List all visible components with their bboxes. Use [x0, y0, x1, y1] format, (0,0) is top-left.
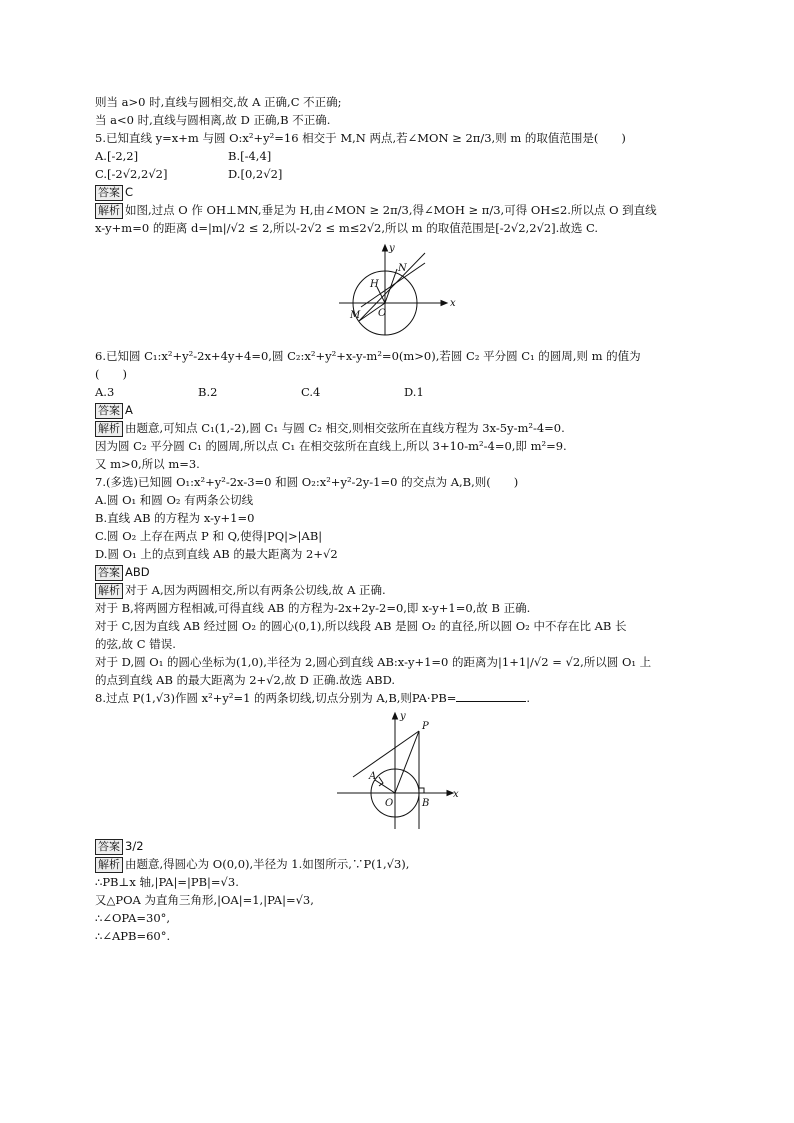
fig1-y-label: y: [389, 243, 395, 254]
question-6-options: [95, 383, 715, 401]
question-6-paren: ( ): [95, 367, 127, 381]
analysis-text: 由题意,得圆心为 O(0,0),半径为 1.如图所示,∵P(1,√3),: [125, 857, 410, 871]
fig1-m-label: M: [350, 310, 361, 321]
option: D.圆 O₁ 上的点到直线 AB 的最大距离为 2+√2: [95, 547, 338, 561]
question-5-options: [95, 165, 715, 183]
analysis-label: 解析: [95, 421, 123, 437]
option: A.[-2,2]: [95, 149, 139, 163]
segment-op: [395, 731, 419, 793]
y-axis-arrow: [393, 713, 398, 719]
analysis-label: 解析: [95, 203, 123, 219]
fig2-o-label: O: [385, 798, 394, 809]
answer-row: [95, 183, 715, 201]
segment-on: [385, 269, 397, 303]
answer-value: A: [125, 403, 133, 417]
answer-row: [95, 837, 715, 855]
analysis-text: 对于 B,将两圆方程相减,可得直线 AB 的方程为-2x+2y-2=0,即 x-y+1=0,故 B 正确.: [95, 601, 531, 615]
answer-label: 答案: [95, 403, 123, 419]
tangent-pa: [353, 731, 419, 777]
question-7: 7.(多选)已知圆 O₁:x²+y²-2x-3=0 和圆 O₂:x²+y²-2y-1=0 的交点为 A,B,则( ): [95, 475, 519, 489]
option: C.4: [301, 385, 321, 399]
analysis-text: 对于 C,因为直线 AB 经过圆 O₂ 的圆心(0,1),所以线段 AB 是圆 O₂ 的直径,所以圆 O₂ 中不存在比 AB 长: [95, 619, 627, 633]
option: C.[-2√2,2√2]: [95, 167, 168, 181]
x-axis-arrow: [441, 301, 447, 306]
analysis-label: 解析: [95, 857, 123, 873]
option: D.[0,2√2]: [228, 167, 283, 181]
segment-oa: [375, 780, 395, 793]
option: A.圆 O₁ 和圆 O₂ 有两条公切线: [95, 493, 254, 507]
fig2-x-label: x: [453, 789, 459, 800]
fig2-b-label: B: [422, 798, 430, 809]
answer-label: 答案: [95, 185, 123, 201]
answer-blank: [456, 689, 526, 702]
analysis-label: 解析: [95, 583, 123, 599]
option: A.3: [95, 385, 115, 399]
fig2-y-label: y: [400, 711, 406, 722]
analysis-text: ∴∠APB=60°.: [95, 929, 171, 943]
analysis-text: 对于 A,因为两圆相交,所以有两条公切线,故 A 正确.: [125, 583, 386, 597]
fig2-a-label: A: [369, 771, 377, 782]
analysis-row: [95, 581, 715, 599]
answer-value: C: [125, 185, 134, 199]
line-mn: [359, 253, 425, 321]
question-8: 8.过点 P(1,√3)作圆 x²+y²=1 的两条切线,切点分别为 A,B,则PA·PB= .: [95, 691, 531, 705]
answer-value: 3/2: [125, 839, 144, 853]
answer-row: [95, 401, 715, 419]
text-line: 当 a<0 时,直线与圆相离,故 D 正确,B 不正确.: [95, 113, 331, 127]
answer-label: 答案: [95, 565, 123, 581]
analysis-text: 的点到直线 AB 的最大距离为 2+√2,故 D 正确.故选 ABD.: [95, 673, 396, 687]
question-6: 6.已知圆 C₁:x²+y²-2x+4y+4=0,圆 C₂:x²+y²+x-y-m²=0(m>0),若圆 C₂ 平分圆 C₁ 的圆周,则 m 的值为: [95, 349, 641, 363]
option: B.[-4,4]: [228, 149, 272, 163]
analysis-row: [95, 201, 715, 219]
analysis-text: 又 m>0,所以 m=3.: [95, 457, 200, 471]
analysis-text: ∴PB⊥x 轴,|PA|=|PB|=√3.: [95, 875, 239, 889]
option: B.2: [198, 385, 218, 399]
answer-label: 答案: [95, 839, 123, 855]
fig2-p-label: P: [422, 721, 429, 732]
analysis-row: [95, 855, 715, 873]
y-axis-arrow: [383, 245, 388, 251]
option: B.直线 AB 的方程为 x-y+1=0: [95, 511, 255, 525]
answer-row: [95, 563, 715, 581]
analysis-text: x-y+m=0 的距离 d=|m|/√2 ≤ 2,所以-2√2 ≤ m≤2√2,所以 m 的取值范围是[-2√2,2√2].故选 C.: [95, 221, 599, 235]
option: C.圆 O₂ 上存在两点 P 和 Q,使得|PQ|>|AB|: [95, 529, 323, 543]
analysis-text: 如图,过点 O 作 OH⊥MN,垂足为 H,由∠MON ≥ 2π/3,得∠MOH ≥ π/3,可得 OH≤2.所以点 O 到直线: [125, 203, 657, 217]
analysis-text: 对于 D,圆 O₁ 的圆心坐标为(1,0),半径为 2,圆心到直线 AB:x-y+1=0 的距离为|1+1|/√2 = √2,所以圆 O₁ 上: [95, 655, 652, 669]
answer-value: ABD: [125, 565, 150, 579]
fig1-n-label: N: [398, 263, 407, 274]
question-8-text: 8.过点 P(1,√3)作圆 x²+y²=1 的两条切线,切点分别为 A,B,则PA·PB=: [95, 691, 457, 705]
question-5: 5.已知直线 y=x+m 与圆 O:x²+y²=16 相交于 M,N 两点,若∠MON ≥ 2π/3,则 m 的取值范围是( ): [95, 131, 626, 145]
question-5-options: [95, 147, 715, 165]
analysis-text: 的弦,故 C 错误.: [95, 637, 176, 651]
right-angle-mark-b: [419, 788, 424, 793]
figure-circle-line: [95, 241, 715, 341]
analysis-text: 由题意,可知点 C₁(1,-2),圆 C₁ 与圆 C₂ 相交,则相交弦所在直线方程为 3x-5y-m²-4=0.: [125, 421, 565, 435]
fig1-x-label: x: [450, 298, 456, 309]
figure-tangent-lines: [95, 711, 715, 831]
analysis-row: [95, 419, 715, 437]
option: D.1: [404, 385, 424, 399]
analysis-text: 又△POA 为直角三角形,|OA|=1,|PA|=√3,: [95, 893, 314, 907]
analysis-text: 因为圆 C₂ 平分圆 C₁ 的圆周,所以点 C₁ 在相交弦所在直线上,所以 3+10-m²-4=0,即 m²=9.: [95, 439, 567, 453]
text-line: 则当 a>0 时,直线与圆相交,故 A 正确,C 不正确;: [95, 95, 342, 109]
fig1-h-label: H: [370, 279, 379, 290]
document-page: [95, 93, 715, 945]
fig1-o-label: O: [378, 308, 387, 319]
analysis-text: ∴∠OPA=30°,: [95, 911, 171, 925]
